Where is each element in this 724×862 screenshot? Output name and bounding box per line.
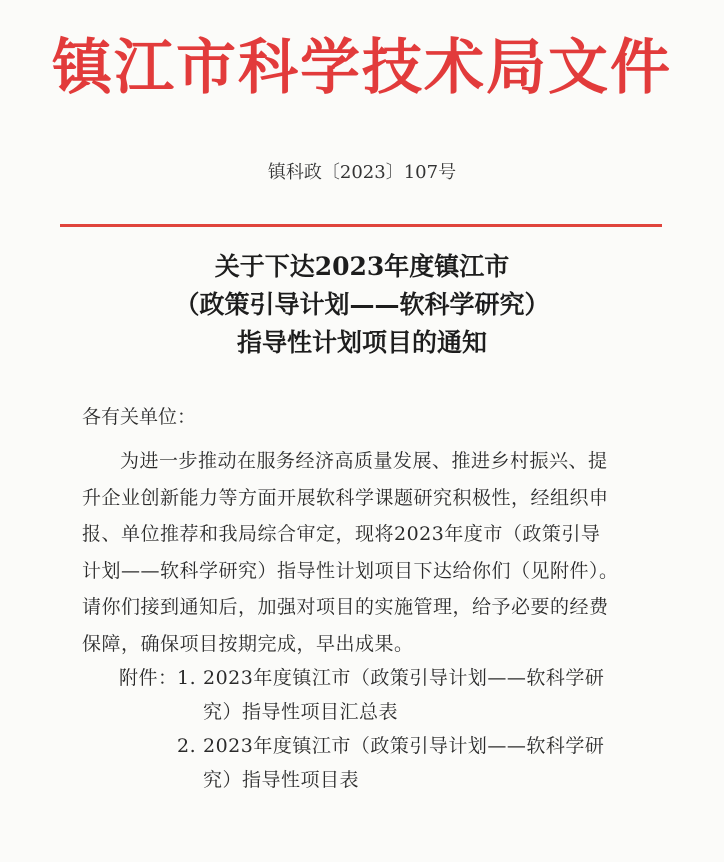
document-number: 镇科政〔2023〕107号 [267, 162, 457, 183]
attachment-number: 2. [177, 735, 197, 757]
body-line: 计划——软科学研究）指导性计划项目下达给你们（见附件）。 [82, 559, 619, 582]
attachments-list [119, 661, 659, 797]
notice-title-line: （政策引导计划——软科学研究） [174, 290, 550, 319]
body-line: 报、单位推荐和我局综合审定，现将2023年度市（政策引导 [82, 523, 601, 545]
attachment-title-continuation: 究）指导性项目汇总表 [203, 701, 399, 723]
attachment-item-continuation [119, 763, 659, 797]
attachment-title-continuation: 究）指导性项目表 [203, 769, 360, 791]
attachment-item-continuation [119, 695, 659, 729]
attachment-title: 2023年度镇江市（政策引导计划——软科学研 [203, 667, 605, 689]
salutation: 各有关单位： [82, 406, 197, 428]
issuing-authority-header: 镇江市科学技术局文件 [52, 33, 672, 103]
body-line: 请你们接到通知后，加强对项目的实施管理，给予必要的经费 [82, 596, 609, 618]
attachment-number: 1. [177, 667, 197, 689]
red-divider-rule [60, 224, 662, 227]
notice-title-line: 关于下达2023年度镇江市 [214, 252, 510, 281]
attachment-item [119, 729, 659, 763]
attachment-item [119, 661, 659, 695]
notice-title-line: 指导性计划项目的通知 [236, 328, 487, 357]
body-line: 保障，确保项目按期完成，早出成果。 [82, 632, 414, 655]
attachment-title: 2023年度镇江市（政策引导计划——软科学研 [203, 735, 605, 757]
attachments-label: 附件： [119, 667, 178, 689]
body-line: 为进一步推动在服务经济高质量发展、推进乡村振兴、提 [120, 450, 608, 472]
notice-title [0, 248, 724, 362]
body-paragraph [82, 443, 656, 662]
body-line: 升企业创新能力等方面开展软科学课题研究积极性，经组织申 [82, 486, 609, 509]
